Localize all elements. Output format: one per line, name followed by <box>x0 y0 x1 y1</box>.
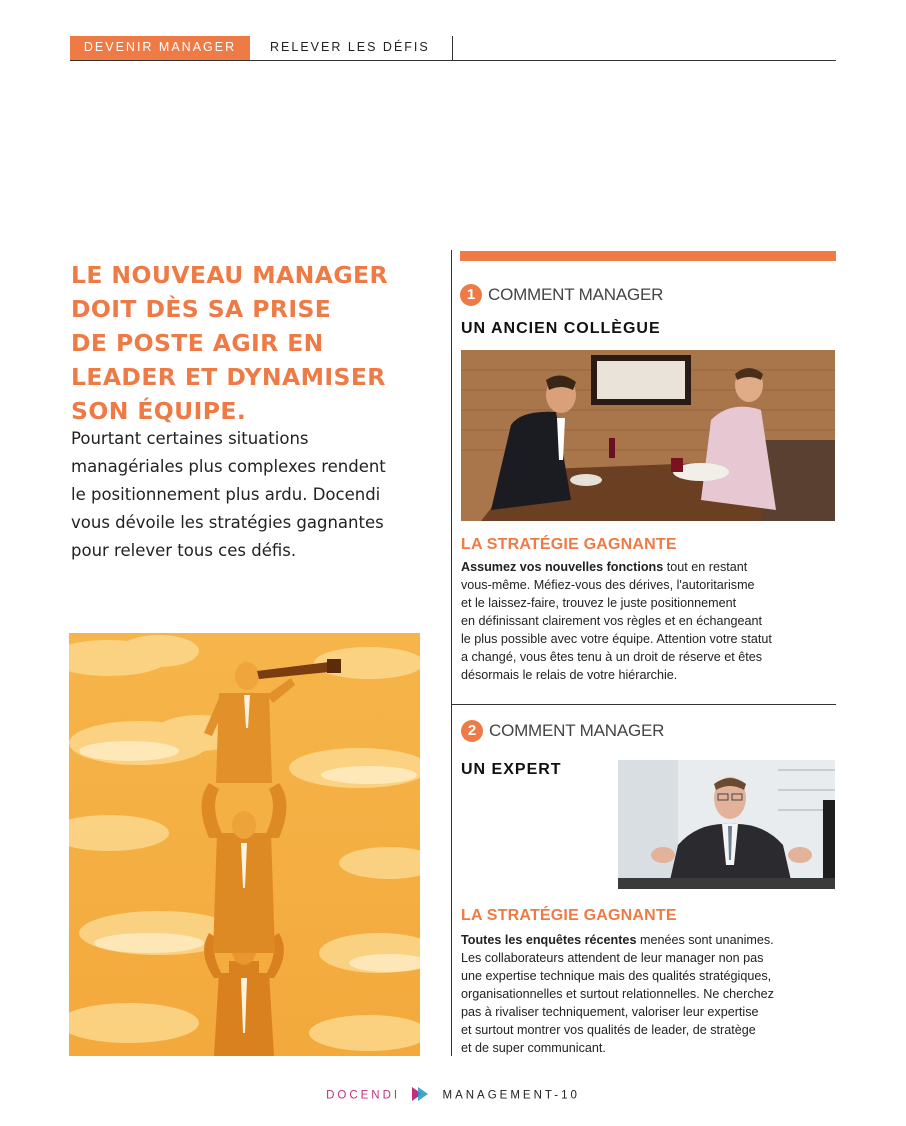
section1-body <box>461 558 772 684</box>
body-line: et le laissez-faire, trouvez le juste positionnement <box>461 596 737 610</box>
section-separator <box>452 704 836 705</box>
lead-text: Assumez vos nouvelles fonctions <box>461 560 664 574</box>
body-line: vous-même. Méfiez-vous des dérives, l'autoritarisme <box>461 578 755 592</box>
body-line: a changé, vous êtes tenu à un droit de réserve et êtes <box>461 650 763 664</box>
column-divider <box>451 250 452 1056</box>
section-number-badge: 2 <box>461 720 483 742</box>
section2-strategy-title: LA STRATÉGIE GAGNANTE <box>461 907 677 924</box>
intro-line: le positionnement plus ardu. Docendi <box>71 485 381 504</box>
section2-title: UN EXPERT <box>461 761 562 778</box>
colleagues-meeting-photo <box>461 350 835 521</box>
headline <box>71 258 421 428</box>
headline-line: SON ÉQUIPE. <box>71 397 247 425</box>
headline-line: LEADER ET DYNAMISER <box>71 363 386 391</box>
intro-line: pour relever tous ces défis. <box>71 541 297 560</box>
lead-rest: menées sont unanimes. <box>636 933 774 947</box>
body-line: pas à rivaliser techniquement, valoriser leur expertise <box>461 1005 759 1019</box>
page-footer <box>0 1087 906 1104</box>
intro-line: Pourtant certaines situations <box>71 429 309 448</box>
section-label: RELEVER LES DÉFIS <box>270 40 430 54</box>
section-label: COMMENT MANAGER <box>488 285 664 304</box>
body-line: désormais le relais de votre hiérarchie. <box>461 668 678 682</box>
lead-text: Toutes les enquêtes récentes <box>461 933 637 947</box>
lead-rest: tout en restant <box>663 560 748 574</box>
body-line <box>461 558 772 576</box>
magazine-page: MANAGEMENT-10 <box>442 1089 580 1102</box>
intro-line: vous dévoile les stratégies gagnantes <box>71 513 384 532</box>
headline-line: LE NOUVEAU MANAGER <box>71 261 388 289</box>
section2-heading <box>461 720 664 742</box>
totem-illustration <box>69 633 420 1056</box>
accent-bar <box>460 251 836 261</box>
headline-line: DE POSTE AGIR EN <box>71 329 324 357</box>
section-label: COMMENT MANAGER <box>489 721 665 740</box>
body-line: organisationnelles et surtout relationnelles. Ne cherchez <box>461 987 774 1001</box>
section1-title: UN ANCIEN COLLÈGUE <box>461 320 661 337</box>
body-line: Les collaborateurs attendent de leur manager non pas <box>461 951 764 965</box>
play-arrow-icon <box>412 1087 430 1104</box>
section-number-badge: 1 <box>460 284 482 306</box>
section2-body <box>461 931 774 1057</box>
page-header <box>70 36 836 61</box>
headline-line: DOIT DÈS SA PRISE <box>71 295 332 323</box>
body-line: le plus possible avec votre équipe. Attention votre statut <box>461 632 772 646</box>
body-line: en définissant clairement vos règles et en échangeant <box>461 614 763 628</box>
body-line: et de super communicant. <box>461 1041 606 1055</box>
section1-strategy-title: LA STRATÉGIE GAGNANTE <box>461 536 677 553</box>
body-line: une expertise technique mais des qualités stratégiques, <box>461 969 772 983</box>
intro-paragraph <box>71 425 431 565</box>
section1-heading <box>460 284 663 306</box>
body-line <box>461 931 774 949</box>
body-line: et surtout montrer vos qualités de leader, de stratège <box>461 1023 756 1037</box>
intro-line: managériales plus complexes rendent <box>71 457 386 476</box>
header-divider <box>452 36 453 60</box>
expert-photo <box>618 760 835 889</box>
brand-name: DOCENDI <box>326 1089 401 1102</box>
category-tag: DEVENIR MANAGER <box>70 36 250 60</box>
